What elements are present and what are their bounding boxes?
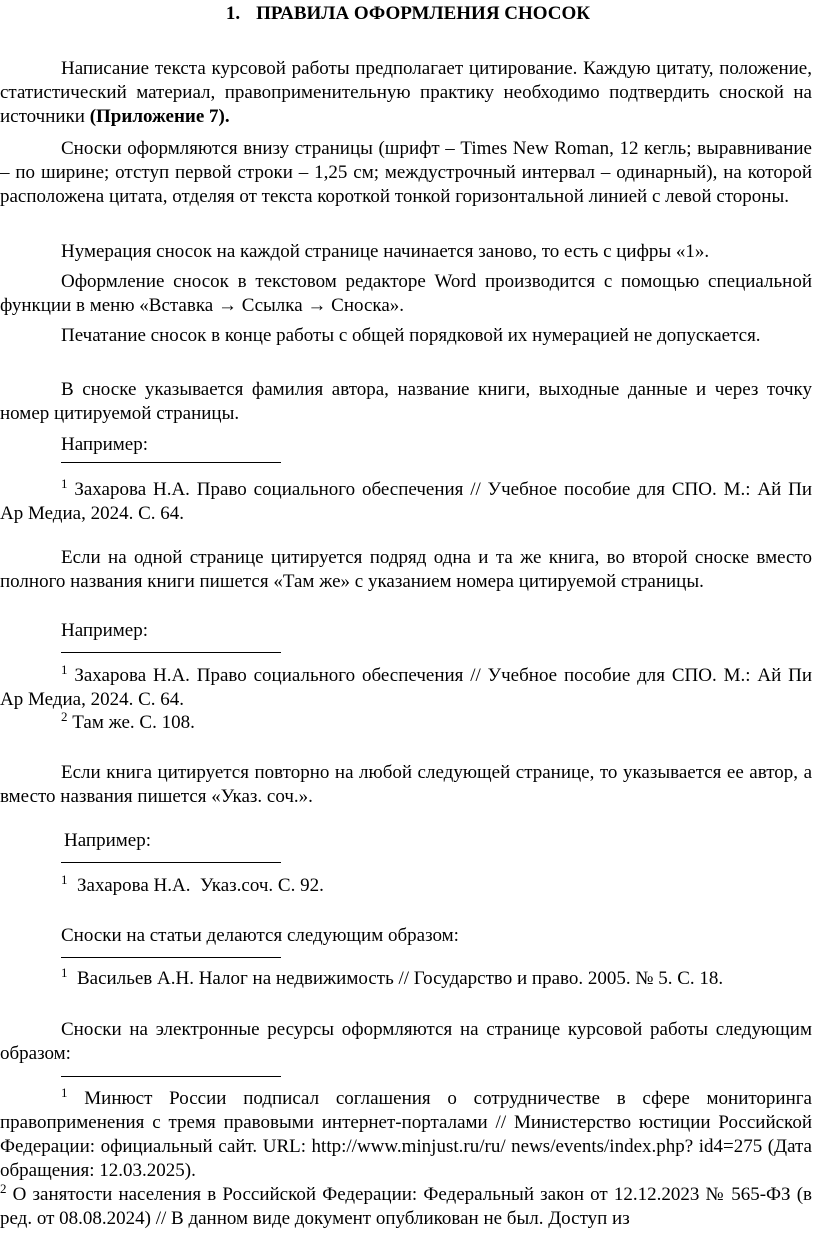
section5-footnote-2 <box>0 1183 812 1231</box>
footnote-number: 2 <box>0 1181 7 1196</box>
section-heading <box>0 2 816 26</box>
footnote-text: Там же. С. 108. <box>67 712 195 733</box>
section1-example-label: Например: <box>61 434 148 455</box>
intro-paragraph-2: Сноски оформляются внизу страницы (шрифт – Times New Roman, 12 кегль; выравнивание – по ширине; отступ первой строки – 1,25 см; междустрочный интервал – одинарный), на которой расположена цитата, отделяя от текста короткой тонкой горизонтальной линией с левой стороны. <box>0 138 812 207</box>
footnote-number: 1 <box>61 476 68 491</box>
footnote-separator <box>61 862 281 863</box>
footnote-number: 1 <box>61 1085 68 1100</box>
section1-footnote-1 <box>0 478 812 526</box>
footnote-separator <box>61 1076 281 1077</box>
footnote-separator <box>61 462 281 463</box>
footnote-number: 1 <box>61 662 68 677</box>
heading-number: 1. <box>225 3 241 24</box>
footnote-text: Захарова Н.А. Право социального обеспечения // Учебное пособие для СПО. М.: Ай Пи Ар Медиа, 2024. С. 64. <box>0 479 812 524</box>
footnote-separator <box>61 957 281 958</box>
section4-footnote-1 <box>61 967 816 991</box>
section3-footnote-1 <box>61 874 816 898</box>
section3-text: Если книга цитируется повторно на любой следующей странице, то указывается ее автор, а вместо названия пишется «Указ. соч.». <box>0 762 812 807</box>
footnote-separator <box>61 652 281 653</box>
section1-text: В сноске указывается фамилия автора, название книги, выходные данные и через точку номер цитируемой страницы. <box>0 379 812 424</box>
section5-text: Сноски на электронные ресурсы оформляются на странице курсовой работы следующим образом: <box>0 1019 812 1064</box>
footnote-text: Захарова Н.А. Право социального обеспечения // Учебное пособие для СПО. М.: Ай Пи Ар Медиа, 2024. С. 64. <box>0 665 812 710</box>
section2-footnote-2 <box>61 711 816 735</box>
footnote-number: 1 <box>61 872 68 887</box>
footnote-text: Васильев А.Н. Налог на недвижимость // Государство и право. 2005. № 5. С. 18. <box>67 968 724 989</box>
intro-paragraph-1 <box>0 57 812 129</box>
footnote-text: Захарова Н.А. Указ.соч. С. 92. <box>67 875 324 896</box>
appendix-reference: (Приложение 7). <box>89 106 230 127</box>
footnote-number: 1 <box>61 965 68 980</box>
section4-text: Сноски на статьи делаются следующим образом: <box>61 925 459 946</box>
intro-paragraph-3: Нумерация сносок на каждой странице начинается заново, то есть с цифры «1». <box>61 241 710 262</box>
heading-title: ПРАВИЛА ОФОРМЛЕНИЯ СНОСОК <box>256 3 591 24</box>
section2-footnote-1 <box>0 664 812 712</box>
section2-example-label: Например: <box>61 620 148 641</box>
intro-paragraph-5: Печатание сносок в конце работы с общей порядковой их нумерацией не допускается. <box>61 325 761 346</box>
section3-example-label: Например: <box>64 830 151 851</box>
intro-p1-text: Написание текста курсовой работы предполагает цитирование. Каждую цитату, положение, статистический материал, правоприменительную практику необходимо подтвердить сноской на источники <box>0 58 812 127</box>
section5-footnote-1 <box>0 1087 812 1183</box>
footnote-text: Минюст России подписал соглашения о сотрудничестве в сфере мониторинга правоприменения с тремя правовыми интернет-порталами // Министерство юстиции Российской Федерации: официальный сайт. URL: http://www.minjust.ru/ru/ news/events/index.php? id4=275 (Дата обращения: 12.03.2025). <box>0 1088 812 1181</box>
section2-text: Если на одной странице цитируется подряд одна и та же книга, во второй сноске вместо полного названия книги пишется «Там же» с указанием номера цитируемой страницы. <box>0 547 812 592</box>
footnote-number: 2 <box>61 709 68 724</box>
footnote-text: О занятости населения в Российской Федерации: Федеральный закон от 12.12.2023 № 565-ФЗ (в ред. от 08.08.2024) // В данном виде документ опубликован не был. Доступ из <box>0 1184 812 1229</box>
intro-paragraph-4: Оформление сносок в текстовом редакторе Word производится с помощью специальной функции в меню «Вставка → Ссылка → Сноска». <box>0 271 812 316</box>
